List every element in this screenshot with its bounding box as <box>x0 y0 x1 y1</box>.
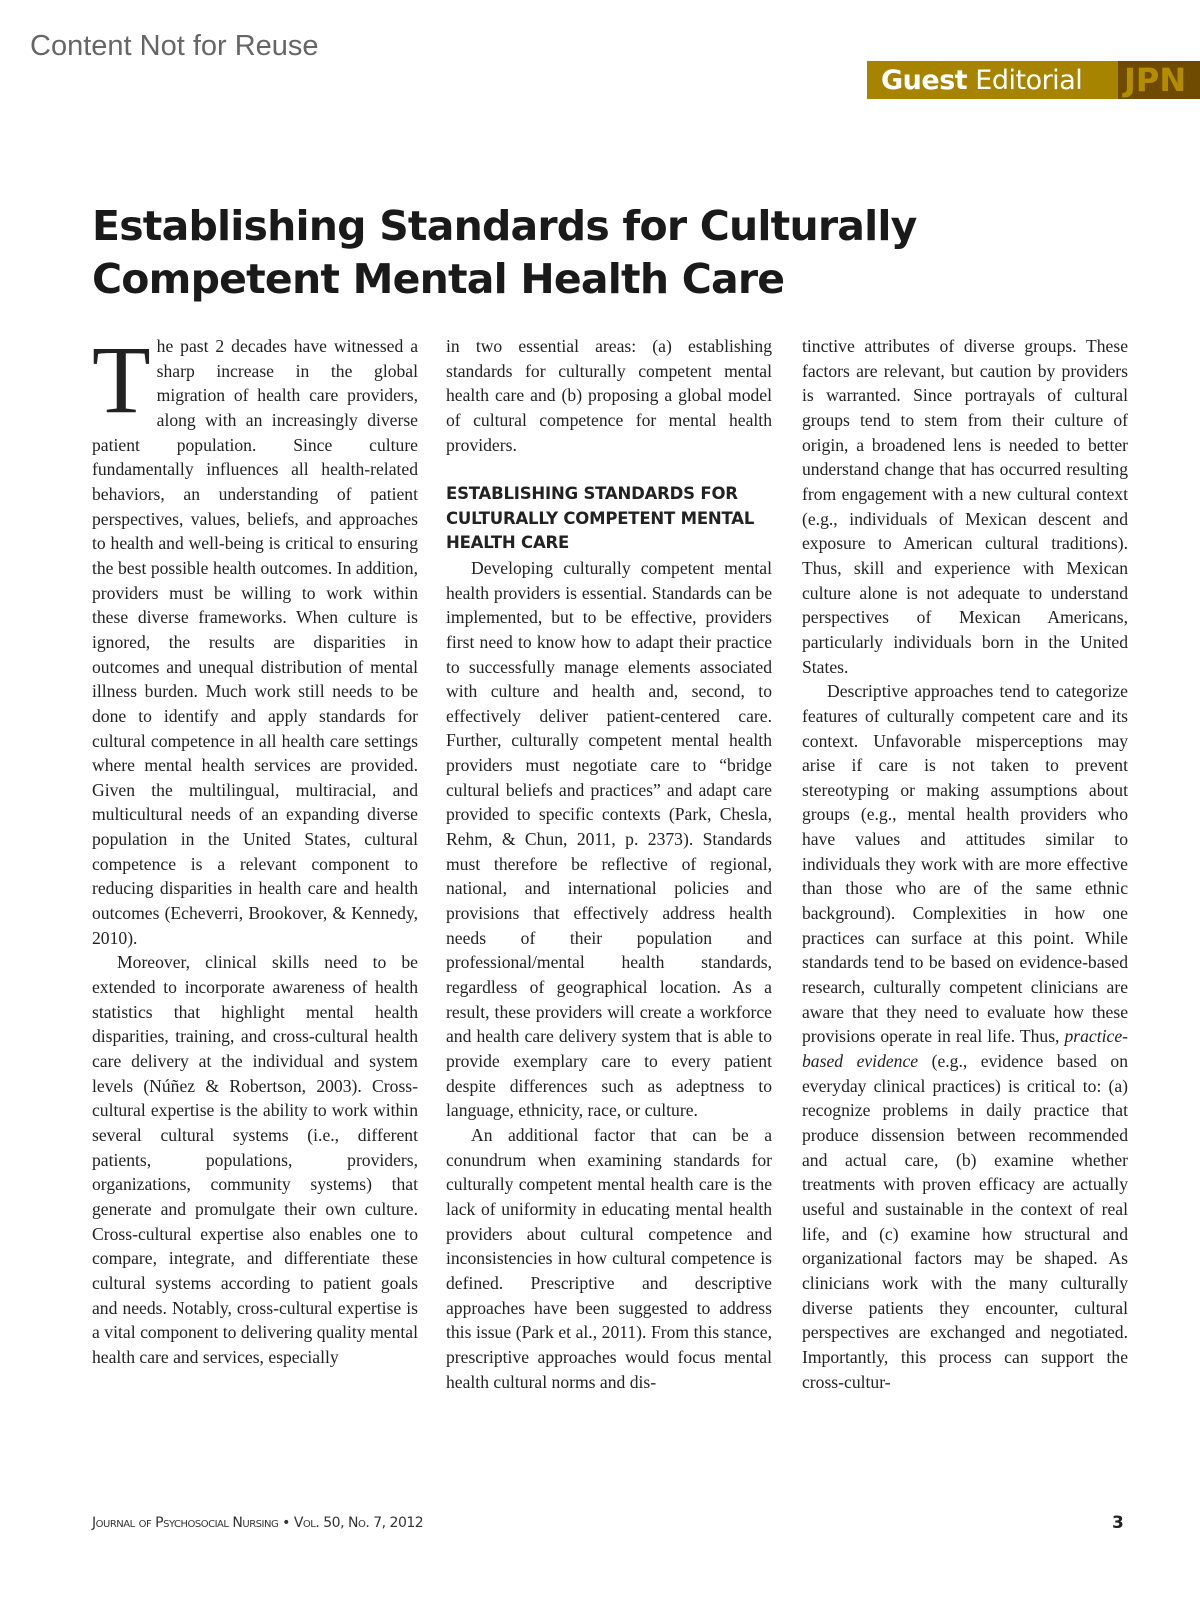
paragraph: tinctive attributes of diverse groups. These factors are relevant, but caution by providers is warranted. Since portrayals of cultural groups tend to stem from their culture of origin, a broadened lens is needed to better understand change that has occurred resulting from engagement with a new cultural context (e.g., individuals of Mexican descent and exposure to American cultural traditions). Thus, skill and experience with Mexican culture alone is not adequate to understand perspectives of Mexican Americans, particularly individuals born in the United States. <box>802 336 1128 677</box>
journal-logo: JPN <box>1118 61 1200 99</box>
section-label <box>867 65 1082 96</box>
journal-footer: Journal of Psychosocial Nursing • Vol. 50, No. 7, 2012 <box>92 1515 424 1531</box>
article-title <box>92 200 917 306</box>
paragraph <box>92 326 418 950</box>
paragraph-text: he past 2 decades have witnessed a sharp increase in the global migration of health care providers, along with an increasingly diverse patient population. Since culture fundamentally influences all health-related behaviors, an understanding of patient perspectives, values, beliefs, and approaches to health and well-being is critical to ensuring the best possible health outcomes. In addition, providers must be willing to work within these diverse frameworks. When culture is ignored, the results are disparities in outcomes and unequal distribution of mental illness burden. Much work still needs to be done to identify and apply standards for cultural competence in all health care settings where mental health services are provided. Given the multilingual, multiracial, and multicultural needs of an expanding diverse population in the United States, cultural competence is a relevant component to reducing disparities in health care and health outcomes (Echeverri, Brookover, & Kennedy, 2010). <box>92 336 418 948</box>
italic-term: practice-based evidence <box>802 1026 1128 1072</box>
drop-cap: T <box>92 326 151 433</box>
paragraph <box>802 679 1128 1394</box>
section-heading: ESTABLISHING STANDARDS FOR CULTURALLY COMPETENT MENTAL HEALTH CARE <box>446 483 755 553</box>
watermark: Content Not for Reuse <box>30 30 319 62</box>
paragraph-text: Descriptive approaches tend to categorize features of culturally competent care and its context. Unfavorable misperceptions may arise if care is not taken to prevent stereotyping or making assumptions about groups (e.g., mental health providers who have values and attitudes similar to individuals they work with are more effective than those who are of the same ethnic background). Complexities in how one practices can surface at this point. While standards tend to be based on evidence-based research, culturally competent clinicians are aware that they need to evaluate how these provisions operate in real life. Thus, <box>802 681 1128 1047</box>
paragraph: Developing culturally competent mental health providers is essential. Standards can be implemented, but to be effective, providers first need to know how to adapt their practice to successfully manage elements associated with culture and health and, second, to effectively deliver patient-centered care. Further, culturally competent mental health providers must negotiate care to “bridge cultural beliefs and practices” and adapt care provided to specific contexts (Park, Chesla, Rehm, & Chun, 2011, p. 2373). Standards must therefore be reflective of regional, national, and international policies and provisions that effectively address health needs of their population and professional/mental health standards, regardless of geographical location. As a result, these providers will create a workforce and health care delivery system that is able to provide exemplary care to every patient despite differences such as adeptness to language, ethnicity, race, or culture. <box>446 557 772 1121</box>
paragraph: in two essential areas: (a) establishing standards for culturally competent mental health care and (b) proposing a global model of cultural competence for mental health providers. <box>446 336 772 455</box>
column-2 <box>446 334 772 1394</box>
section-label-rest: Editorial <box>975 64 1083 96</box>
page-number: 3 <box>1112 1513 1124 1533</box>
paragraph: Moreover, clinical skills need to be extended to incorporate awareness of health statistics that highlight mental health disparities, training, and cross-cultural health care delivery at the individual and system levels (Núñez & Robertson, 2003). Cross-cultural expertise is the ability to work within several cultural systems (i.e., different patients, populations, providers, organizations, community systems) that generate and promulgate their own culture. Cross-cultural expertise also enables one to compare, integrate, and differentiate these cultural systems according to patient goals and needs. Notably, cross-cultural expertise is a vital component to delivering quality mental health care and services, especially <box>92 952 418 1367</box>
paragraph-text: (e.g., evidence based on everyday clinical practices) is critical to: (a) recognize problems in daily practice that produce dissension between recommended and actual care, (b) examine whether treatments with proven efficacy are actually useful and sustainable in the context of real life, and (c) examine how structural and organizational factors may be shaped. As clinicians work with the many culturally diverse patients they encounter, cultural perspectives are exchanged and negotiated. Importantly, this process can support the cross-cultur- <box>802 1051 1128 1392</box>
section-label-bold: Guest <box>881 64 968 96</box>
column-1 <box>92 326 418 1370</box>
column-3 <box>802 334 1128 1394</box>
title-line-2: Competent Mental Health Care <box>92 255 785 303</box>
title-line-1: Establishing Standards for Culturally <box>92 202 917 250</box>
paragraph: An additional factor that can be a conundrum when examining standards for culturally competent mental health care is the lack of uniformity in educating mental health providers about cultural competence and inconsistencies in how cultural competence is defined. Prescriptive and descriptive approaches have been suggested to address this issue (Park et al., 2011). From this stance, prescriptive approaches would focus mental health cultural norms and dis- <box>446 1124 772 1392</box>
section-banner <box>867 61 1200 99</box>
